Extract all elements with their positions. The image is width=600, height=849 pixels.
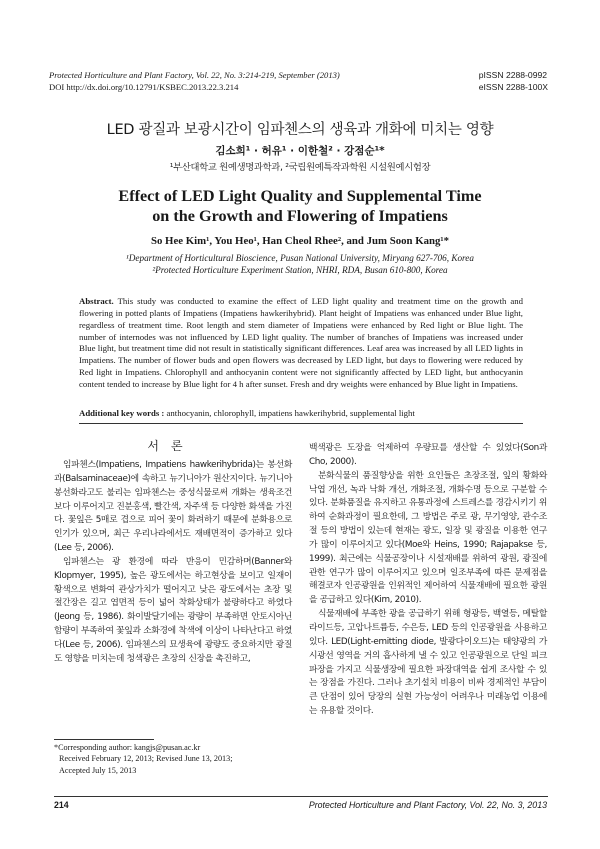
corresponding-author: *Corresponding author: kangjs@pusan.ac.kr [54, 743, 201, 752]
section-heading-introduction: 서론 [147, 439, 195, 453]
body-column-right [309, 442, 547, 719]
authors-english: So Hee Kim¹, You Heo¹, Han Cheol Rhee², and Jum Soon Kang¹* [150, 235, 450, 247]
keywords [79, 408, 523, 418]
affiliation-english-2: ²Protected Horticulture Experiment Station, NHRI, RDA, Busan 610-800, Korea [152, 264, 448, 275]
affiliation-korean: ¹부산대학교 원예생명과학과, ²국립원예특작과학원 시설원예시험장 [169, 162, 431, 173]
footnote-divider [54, 739, 154, 740]
paragraph: 분화식물의 품질향상을 위한 요인들은 초장조절, 잎의 황화와 낙엽 개선, 녹과 낙화 개선, 개화조절, 개화수명 등으로 구분할 수 있다. 분화품질을 유지하고 유통과정에 스트레스를 경감시키기 위하여 순화과정이 필요한데, 그 방법은 주로 광, 무기영양, 관수조절 등의 방법이 있는데 현재는 광도, 일장 및 광질을 이용한 연구가 많이 이루어지고 있다(Moe와 Heins, 1990; Rajapakse 등, 1999). 최근에는 식물공장이나 시설재배를 위하여 광원, 광질에 관한 연구가 많이 이루어지고 있으며 일조부족에 따른 문제점을 해결코자 인공광원을 인위적인 제어하여 식물재배에 필요한 광원을 공급하고 있다(Kim, 2010). [309, 470, 547, 606]
accepted-date: Accepted July 15, 2013 [59, 765, 137, 775]
paragraph: 임파첸스(Impatiens, Impatiens hawkerihybrida)는 봉선화과(Balsaminaceae)에 속하고 뉴기니아가 원산지이다. 뉴기니아 봉선화라고도 불리는 임파첸스는 중성식물로써 개화는 생육조건보다 이루어지고 진분홍색, 빨간색, 자주색 등 다양한 화색을 가진다. 꽃잎은 5매로 겹으로 피어 꽃이 화려하기 때문에 분화용으로 인기가 있으며, 최근 우리나라에서도 재배면적이 증가하고 있다(Lee 등, 2006). [54, 460, 292, 554]
body-column-left [54, 459, 292, 667]
issn-block [479, 69, 548, 93]
paragraph: 식물재배에 부족한 광을 공급하기 위해 형광등, 백열등, 메탈할라이드등, 고압나트륨등, 수은등, LED 등의 인공광원을 사용하고 있다. LED(Light-emitting diode, 발광다이오드)는 태양광의 가시광선 영역을 거의 흡사하게 낼 수 있고 인공광원으로 단일 피크파장을 가지고 식물생장에 필요한 파장대역을 쉽게 조사할 수 있는 장점을 가진다. 그러나 초기설치 비용이 비싸 경제적인 부담이 큰 단점이 있어 당장의 실현 가능성이 어려우나 미래농업 이용에는 유용할 것이다. [309, 609, 547, 717]
keywords-label: Additional key words : [79, 408, 165, 418]
abstract [79, 296, 523, 391]
received-date: Received February 12, 2013; Revised June 13, 2013; [59, 754, 233, 764]
pissn: pISSN 2288-0992 [478, 70, 548, 80]
page-number: 214 [54, 800, 69, 810]
eissn: eISSN 2288-100X [478, 82, 548, 92]
footnote [54, 742, 233, 776]
title-english [0, 186, 600, 226]
keywords-text: anthocyanin, chlorophyll, impatiens hawkerihybrid, supplemental light [166, 408, 415, 418]
title-english-line1: Effect of LED Light Quality and Supplemental Time [118, 187, 482, 205]
affiliation-english-1: ¹Department of Horticultural Bioscience, Pusan National University, Miryang 627-706, Korea [126, 253, 474, 263]
journal-header [49, 69, 340, 93]
affiliation-english [0, 253, 600, 276]
paragraph: 백색광은 도장을 억제하여 우량묘를 생산할 수 있었다(Son과 Cho, 2000). [309, 443, 547, 467]
footer-divider [54, 796, 548, 797]
abstract-divider [79, 423, 523, 424]
abstract-text: This study was conducted to examine the effect of LED light quality and treatment time on the growth and flowering in potted plants of Impatiens (Impatiens hawkerihybrid). Plant height of Impatiens was enhanced under Blue light, regardless of treatment time. Root length and stem diameter of Impatiens were enhanced by Red light or Blue light. The number of internodes was not influenced by LED light quality. The number of branches of Impatiens was increased under Blue light, but treatment time did not result in statistically significant differences. Leaf area was increased by all LED lights in Impatiens. The number of flower buds and open flowers was decreased by LED light, but days to flowering were reduced by Red light in Impatiens. Chlorophyll and anthocyanin content were not significantly affected by LED light, but anthocyanin content tended to increase by Blue light for 4 h after sunset. Fresh and dry weights were enhanced by Blue light in Impatiens. [79, 296, 523, 389]
title-english-line2: on the Growth and Flowering of Impatiens [152, 207, 448, 225]
paragraph: 임파첸스는 광 환경에 따라 반응이 민감하며(Banner와 Klopmyer, 1995), 높은 광도에서는 하고현상을 보이고 일재이 황색으로 변화여 관상가치가 떨어지고 낮은 광도에서는 초장 및 절간장은 길고 엽면적 등이 넓어 착화상태가 불량하다고 하였다(Jeong 등, 1986). 화이발달기에는 광량이 부족하면 안토시아닌 함량이 부족하여 꽃잎과 소화경에 착색에 이상이 나타난다고 하였다(Lee 등, 2006). 임파첸스의 묘생육에 광량도 중요하지만 광질도 영향을 미치는데 청색광은 초장의 신장을 촉진하고, [54, 556, 292, 664]
footer-journal: Protected Horticulture and Plant Factory, Vol. 22, No. 3, 2013 [308, 800, 547, 810]
journal-citation: Protected Horticulture and Plant Factory, Vol. 22, No. 3:214-219, September (2013) [49, 70, 340, 80]
abstract-label: Abstract. [79, 296, 114, 306]
doi-link[interactable]: DOI http://dx.doi.org/10.12791/KSBEC.2013.22.3.214 [49, 82, 239, 92]
authors-korean: 김소희¹ · 허유¹ · 이한철² · 강점순¹* [215, 145, 385, 157]
title-korean: LED 광질과 보광시간이 임파첸스의 생육과 개화에 미치는 영향 [106, 122, 494, 138]
